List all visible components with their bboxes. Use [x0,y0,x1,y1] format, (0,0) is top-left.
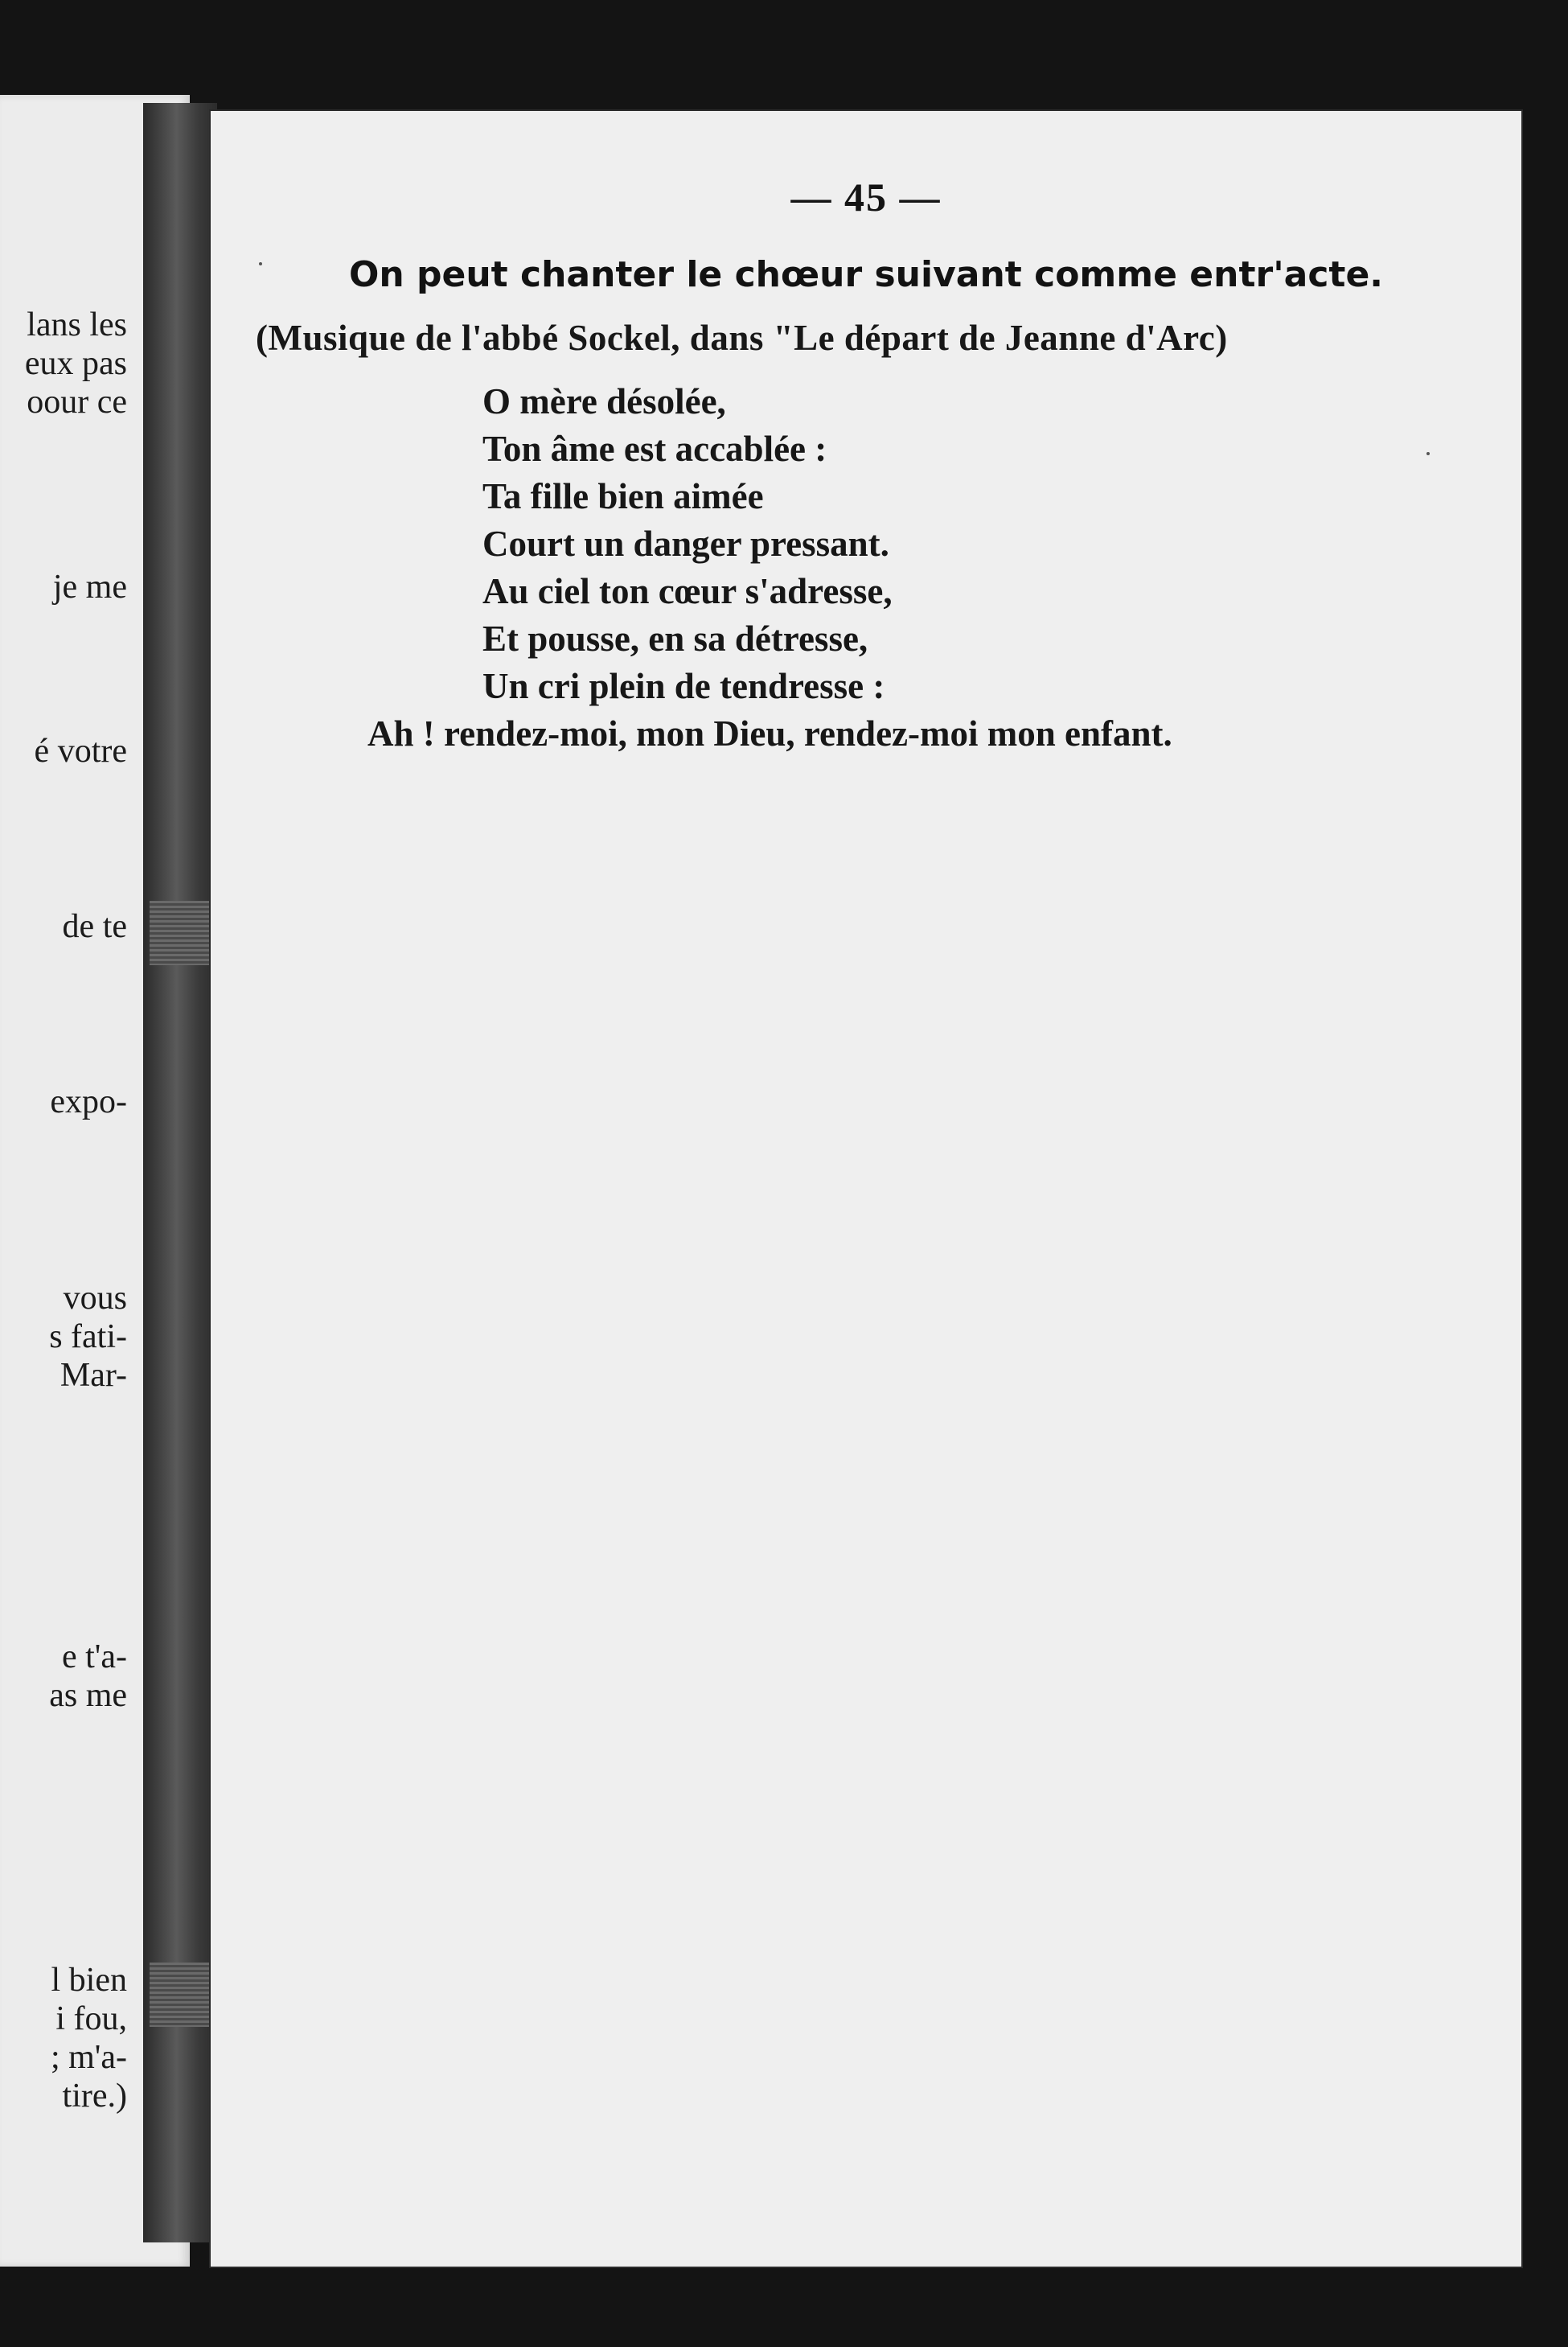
left-fragment-7 [49,1638,127,1715]
music-credit: (Musique de l'abbé Sockel, dans "Le départ de Jeanne d'Arc) [256,318,1228,358]
left-fragment-line: expo- [50,1083,127,1120]
binding-band [150,1963,212,2027]
verse-line: Court un danger pressant. [482,524,889,564]
section-heading: On peut chanter le chœur suivant comme entr'acte. [348,254,1384,295]
verse-line: Un cri plein de tendresse : [482,666,885,706]
left-fragment-line: l bien [51,1962,127,1999]
left-fragment-line: ; m'a- [50,2039,127,2076]
left-fragment-line: je me [52,569,127,606]
verse-line: Au ciel ton cœur s'adresse, [482,571,893,611]
left-fragment-3 [35,732,127,771]
left-fragment-8 [51,1961,127,2115]
song-refrain: Ah ! rendez-moi, mon Dieu, rendez-moi mon enfant. [367,713,1172,754]
left-fragment-line: Mar- [60,1357,127,1394]
left-fragment-2 [53,568,127,606]
left-fragment-line: tire.) [62,2078,127,2115]
left-fragment-line: s fati- [49,1318,127,1355]
left-fragment-line: vous [63,1280,127,1317]
paper-speck [1426,452,1430,455]
book-binding [143,103,217,2242]
paper-speck [259,262,262,265]
verse-line: O mère désolée, [482,381,726,421]
left-fragment-5 [50,1083,127,1121]
left-fragment-line: oour ce [27,384,127,421]
left-fragment-line: é votre [34,733,127,770]
left-fragment-line: as me [49,1677,127,1714]
left-fragment-line: lans les [27,306,127,343]
left-fragment-1 [25,306,127,421]
song-verse [482,378,893,710]
left-fragment-line: i fou, [55,2000,127,2037]
page-number: — 45 — [790,175,942,220]
left-fragment-line: e t'a- [61,1638,127,1675]
binding-band [150,901,212,965]
verse-line: Et pousse, en sa détresse, [482,619,868,659]
left-fragment-6 [49,1279,127,1395]
left-fragment-4 [63,907,127,946]
right-page [211,111,1521,2267]
left-fragment-line: de te [62,908,127,945]
verse-line: Ton âme est accablée : [482,429,827,469]
left-fragment-line: eux pas [24,345,127,382]
verse-line: Ta fille bien aimée [482,476,764,516]
